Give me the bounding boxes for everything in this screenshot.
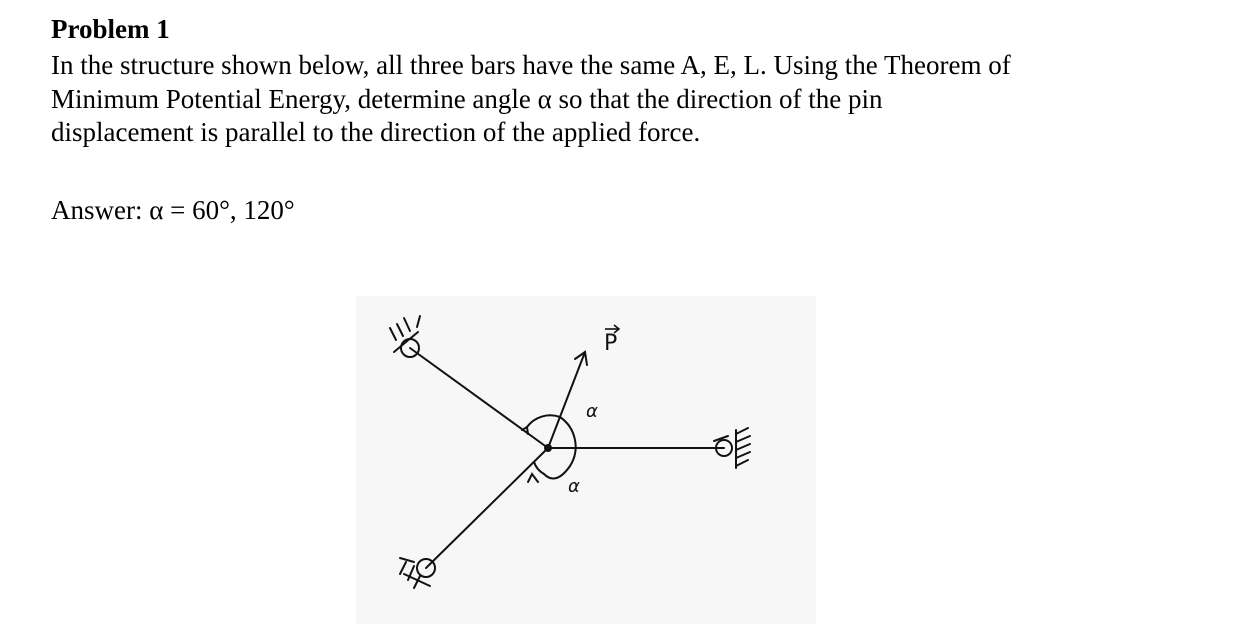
angle-label-upper: α: [586, 401, 598, 422]
statement-line-2: Minimum Potential Energy, determine angle α so that the direction of the pin: [51, 83, 883, 114]
statement-line-1: In the structure shown below, all three bars have the same A, E, L. Using the Theorem of: [51, 50, 1011, 80]
problem-heading: Problem 1: [51, 14, 170, 44]
problem-statement: [51, 49, 1122, 150]
force-label: [604, 325, 619, 356]
pin-joint: [544, 444, 552, 452]
statement-line-3: displacement is parallel to the direction of the applied force.: [51, 117, 701, 147]
truss-figure: [356, 296, 816, 624]
answer-text: Answer: α = 60°, 120°: [51, 195, 295, 225]
svg-text:P: P: [604, 331, 618, 356]
truss-diagram: [356, 296, 816, 624]
angle-label-lower: α: [568, 476, 580, 497]
